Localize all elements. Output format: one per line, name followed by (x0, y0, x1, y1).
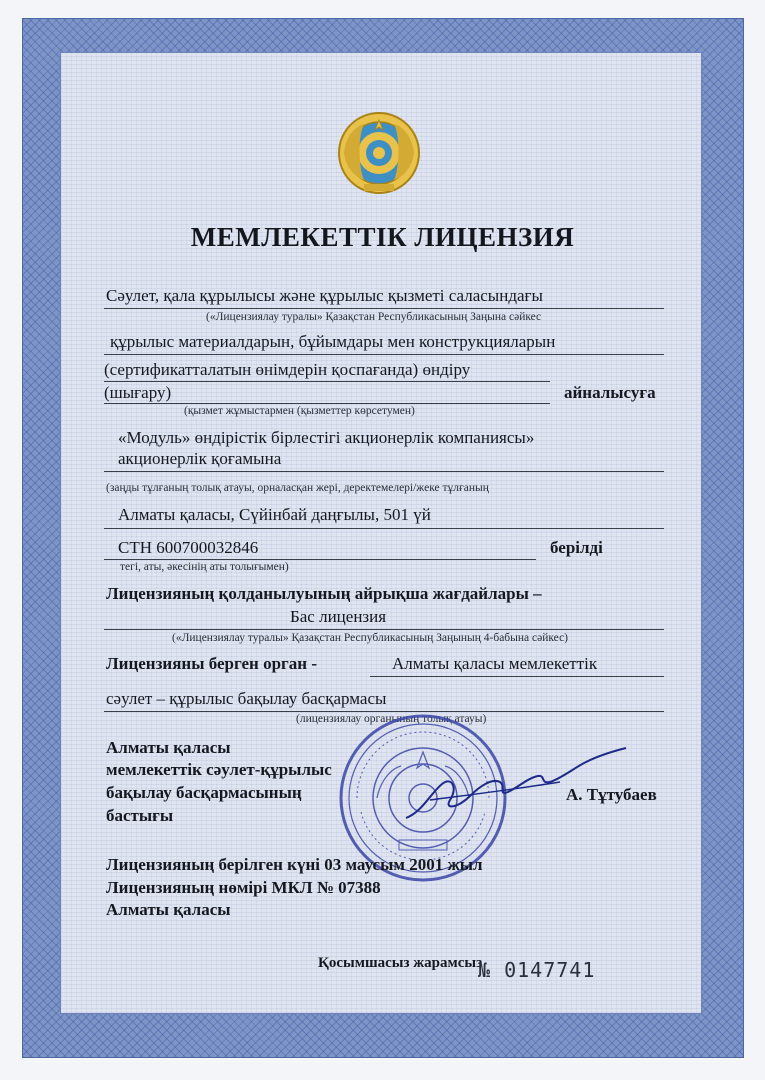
underline (104, 354, 664, 355)
underline (104, 308, 664, 309)
signatory-line-4: бастығы (106, 806, 174, 825)
authority-caption: (лицензиялау органының толық атауы) (296, 713, 487, 725)
serial-number: № 0147741 (478, 958, 596, 982)
document-title: МЕМЛЕКЕТТІК ЛИЦЕНЗИЯ (190, 222, 575, 252)
conditions-label: Лицензияның қолданылуының айрықша жағдайлары – (106, 584, 542, 603)
licensee-rnn: СТН 600700032846 (118, 538, 259, 557)
activity-line-3: (сертификатталатын өнімдерін қоспағанда) өндіру (104, 360, 471, 379)
licensee-name-line-2: акционерлік қоғамына (118, 449, 282, 468)
activity-line-2: құрылыс материалдарын, бұйымдары мен конструкцияларын (110, 332, 556, 351)
underline (104, 528, 664, 529)
validity-note: Қосымшасыз жарамсыз (318, 955, 483, 971)
issue-date: Лицензияның берілген күні 03 маусым 2001 жыл (106, 855, 483, 874)
signatory-name: А. Тұтубаев (566, 785, 657, 804)
underline (370, 676, 664, 677)
authority-value-line-2: сәулет – құрылыс бақылау басқармасы (106, 689, 387, 708)
law-caption: («Лицензиялау туралы» Қазақстан Республикасының Заңына сәйкес (206, 311, 542, 323)
signatory-line-1: Алматы қаласы (106, 738, 231, 757)
underline (104, 471, 664, 472)
underline (104, 403, 550, 404)
issue-city: Алматы қаласы (106, 900, 231, 919)
name-caption: (заңды тұлғаның толық атауы, орналасқан жері, деректемелері/жеке тұлғаның (106, 482, 489, 494)
signatory-line-2: мемлекеттік сәулет-құрылыс (106, 760, 332, 779)
license-number: Лицензияның нөмірі МКЛ № 07388 (106, 878, 381, 897)
activity-line-4: (шығару) (104, 383, 172, 402)
signatory-line-3: бақылау басқармасының (106, 783, 302, 802)
state-emblem-icon (336, 110, 422, 196)
licensee-name-line-1: «Модуль» өндірістік бірлестігі акционерлік компаниясы» (118, 428, 535, 447)
underline (104, 559, 536, 560)
conditions-value: Бас лицензия (290, 607, 387, 626)
underline (104, 381, 550, 382)
authority-value-line-1: Алматы қаласы мемлекеттік (392, 654, 598, 673)
authority-label: Лицензияны берген орган - (106, 654, 317, 673)
person-caption: тегі, аты, әкесінің аты толығымен) (120, 561, 289, 573)
licensee-address: Алматы қаласы, Сүйінбай даңғылы, 501 үй (118, 505, 431, 524)
work-caption: (қызмет жұмыстармен (қызметтер көрсетумен) (184, 405, 415, 417)
activity-line-1: Сәулет, қала құрылысы және құрылыс қызметі саласындағы (106, 286, 543, 305)
activity-suffix: айналысуға (564, 383, 656, 402)
issued-word: берілді (550, 538, 603, 557)
underline (104, 629, 664, 630)
conditions-caption: («Лицензиялау туралы» Қазақстан Республикасының Заңының 4-бабына сәйкес) (172, 632, 568, 644)
handwritten-signature (400, 738, 632, 830)
